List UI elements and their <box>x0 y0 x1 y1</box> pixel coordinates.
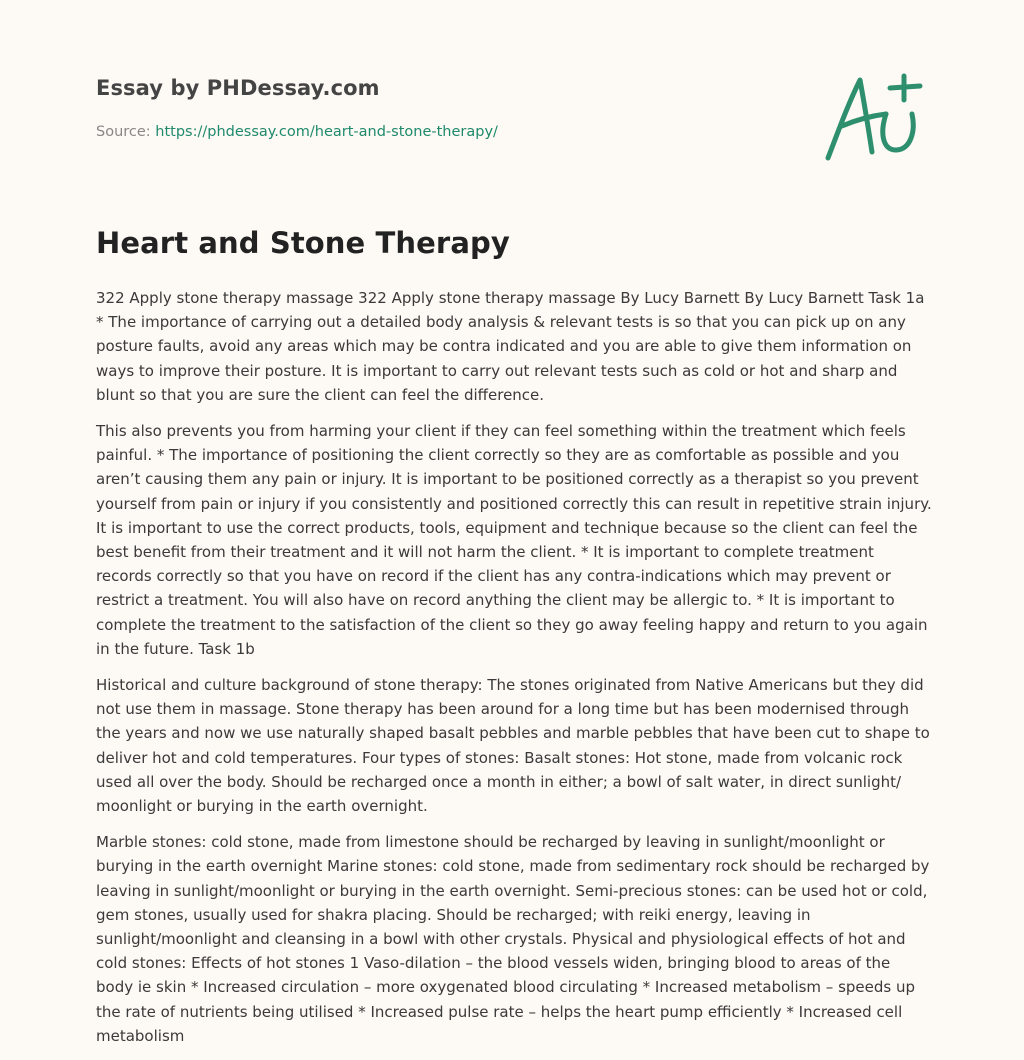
source-line <box>96 124 498 140</box>
source-label: Source: <box>96 124 156 140</box>
source-link[interactable]: https://phdessay.com/heart-and-stone-therapy/ <box>155 124 498 140</box>
essay-title: Heart and Stone Therapy <box>96 226 510 260</box>
essay-paragraph: This also prevents you from harming your client if they can feel something within the treatment which feels painful. * The importance of positioning the client correctly so they are as comfortable as possible and you aren’t causing them any pain or injury. It is important to be positioned correctly as a therapist so you prevent yourself from pain or injury if you consistently and positioned correctly this can result in repetitive strain injury. It is important to use the correct products, tools, equipment and technique because so the client can feel the best benefit from their treatment and it will not harm the client. * It is important to complete treatment records correctly so that you have on record if the client has any contra-indications which may prevent or restrict a treatment. You will also have on record anything the client may be allergic to. * It is important to complete the treatment to the satisfaction of the client so they go away feeling happy and return to you again in the future. Task 1b <box>96 422 932 658</box>
essay-paragraph: Marble stones: cold stone, made from limestone should be recharged by leaving in sunlight/moonlight or burying in the earth overnight Marine stones: cold stone, made from sedimentary rock should be recharged by leaving in sunlight/moonlight or burying in the earth overnight. Semi-precious stones: can be used hot or cold, gem stones, usually used for shakra placing. Should be recharged; with reiki energy, leaving in sunlight/moonlight and cleansing in a bowl with other crystals. Physical and physiological effects of hot and cold stones: Effects of hot stones 1 Vaso-dilation – the blood vessels widen, bringing blood to areas of the body ie skin * Increased circulation – more oxygenated blood circulating * Increased metabolism – speeds up the rate of nutrients being utilised * Increased pulse rate – helps the heart pump efficiently * Increased cell metabolism <box>96 833 930 1045</box>
essay-body <box>96 286 932 1060</box>
site-brand: Essay by PHDessay.com <box>96 76 380 100</box>
essay-paragraph: Historical and culture background of stone therapy: The stones originated from Native Americans but they did not use them in massage. Stone therapy has been around for a long time but has been modernised through the years and now we use naturally shaped basalt pebbles and marble pebbles that have been cut to shape to deliver hot and cold temperatures. Four types of stones: Basalt stones: Hot stone, made from volcanic rock used all over the body. Should be recharged once a month in either; a bowl of salt water, in direct sunlight/ moonlight or burying in the earth overnight. <box>96 676 930 816</box>
essay-paragraph: 322 Apply stone therapy massage 322 Apply stone therapy massage By Lucy Barnett By Lucy Barnett Task 1a * The importance of carrying out a detailed body analysis & relevant tests is so that you can pick up on any posture faults, avoid any areas which may be contra indicated and you are able to give them information on ways to improve their posture. It is important to carry out relevant tests such as cold or hot and sharp and blunt so that you are sure the client can feel the difference. <box>96 289 925 404</box>
a-plus-logo-icon <box>820 66 932 166</box>
